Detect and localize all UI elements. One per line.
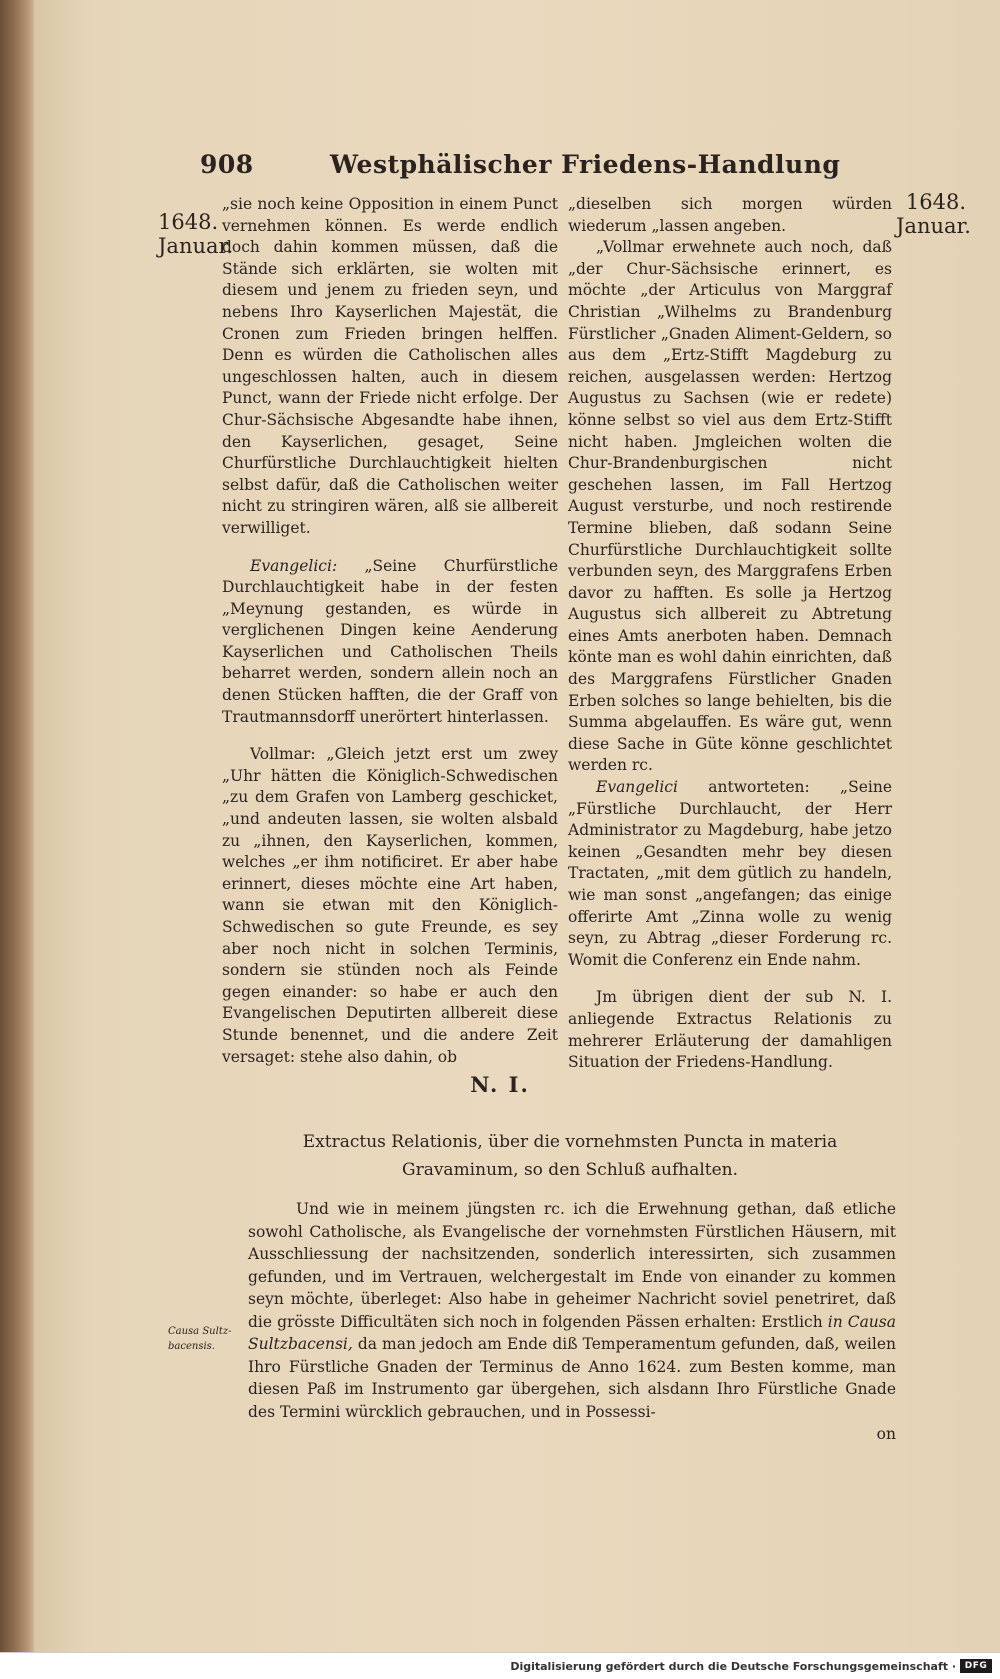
left-paragraph-2: Evangelici: „Seine Churfürstliche Durchlauchtigkeit habe in der festen „Meynung gestanden, es würde in verglichenen Dingen keine Aenderung Kayserlichen und Catholischen Theils beharret werden, sondern allein noch an denen Stücken hafften, die der Graff von Trautmannsdorff unerörtert hinterlassen. xyxy=(222,556,558,726)
extract-body xyxy=(248,1198,896,1446)
page-title: Westphälischer Friedens-Handlung xyxy=(330,150,841,179)
left-column xyxy=(222,194,558,1068)
catchword: on xyxy=(876,1425,896,1443)
right-paragraph-1: „dieselben sich morgen würden wiederum „lassen angeben. xyxy=(568,195,892,235)
footer-bar xyxy=(0,1652,1000,1679)
left-paragraph-1: „sie noch keine Opposition in einem Punct vernehmen können. Es werde endlich doch dahin kommen müssen, daß die Stände sich erklärten, sie wolten mit diesem und jenem zu frieden seyn, und nebens Ihro Kayserlichen Majestät, die Cronen zum Frieden bringen helffen. Denn es würden die Catholischen alles ungeschlossen halten, auch in diesem Punct, wann der Friede nicht erfolge. Der Chur-Sächsische Abgesandte habe ihnen, den Kayserlichen, gesaget, Seine Churfürstliche Durchlauchtigkeit hielten selbst dafür, daß die Catholischen weiter nicht zu stringiren wären, alß sie allbereit verwilliget. xyxy=(222,195,558,537)
extract-paragraph: Und wie in meinem jüngsten rc. ich die Erwehnung gethan, daß etliche sowohl Catholische, als Evangelische der vornehmsten Fürstlichen Häusern, mit Ausschliessung der nachsitzenden, sonderlich interessirten, sich zusammen gefunden, und im Vertrauen, welchergestalt im Ende von einander zu kommen seyn möchte, überleget: Also habe in geheimer Nachricht soviel penetriret, daß die grösste Difficultäten sich noch in folgenden Pässen erhalten: Erstlich in Causa Sultzbacensi, da man jedoch am Ende diß Temperamentum gefunden, daß, weilen Ihro Fürstliche Gnaden der Terminus de Anno 1624. zum Besten komme, man diesen Paß im Instrumento gar übergehen, sich alsdann Ihro Fürstliche Gnade des Termini würcklich gebrauchen, und in Possessi- xyxy=(248,1200,896,1421)
margin-month-right: Januar. xyxy=(896,214,971,238)
evangelici-label: Evangelici: xyxy=(250,556,338,575)
running-header xyxy=(200,150,841,190)
right-paragraph-3: Evangelici antworteten: „Seine „Fürstliche Durchlaucht, der Herr Administrator zu Magdeburg, habe jetzo keinen „Gesandten mehr bey diesen Tractaten, „mit dem gütlich zu handeln, wie man sonst „angefangen; das einige offerirte Amt „Zinna wolle zu wenig seyn, zu Abtrag „dieser Forderung rc. Womit die Conferenz ein Ende nahm. xyxy=(568,778,892,969)
evangelici-label-right: Evangelici xyxy=(596,778,678,797)
margin-date-right xyxy=(896,190,971,238)
right-column xyxy=(568,194,892,1074)
margin-year-right: 1648. xyxy=(905,190,966,214)
margin-side-note: Causa Sultz-bacensis. xyxy=(168,1326,232,1352)
margin-year-left: 1648. xyxy=(158,210,219,234)
page-number: 908 xyxy=(200,150,254,179)
footer-credit: Digitalisierung gefördert durch die Deutsche Forschungsgemeinschaft · xyxy=(510,1660,956,1673)
section-heading: N. I. xyxy=(470,1072,530,1097)
right-paragraph-2: „Vollmar erwehnete auch noch, daß „der Chur-Sächsische erinnert, es möchte „der Articulus von Marggraf Christian „Wilhelms zu Brandenburg Fürstlicher „Gnaden Aliment-Geldern, so aus dem „Ertz-Stifft Magdeburg zu reichen, ausgelassen werden: Hertzog Augustus zu Sachsen (wie er redete) könne selbst so viel aus dem Ertz-Stifft nicht haben. Jmgleichen wolten die Chur-Brandenburgischen nicht geschehen lassen, im Fall Hertzog August versturbe, und noch restirende Termine blieben, daß sodann Seine Churfürstliche Durchlauchtigkeit sollte verbunden seyn, des Marggrafens Erben davor zu hafften. Es solle ja Hertzog Augustus sich allbereit zu Abtretung eines Amts anerboten haben. Demnach könte man es wohl dahin einrichten, daß des Marggrafens Fürstlicher Gnaden Erben solches so lange behielten, bis die Summa abgelauffen. Es wäre gut, wenn diese Sache in Güte könne geschlichtet werden rc. xyxy=(568,238,892,775)
book-spine xyxy=(0,0,34,1652)
causa-italic: in Causa Sultzbacensi, xyxy=(248,1312,896,1353)
left-paragraph-3: Vollmar: „Gleich jetzt erst um zwey „Uhr hätten die Königlich-Schwedischen „zu dem Grafen von Lamberg geschicket, „und andeuten lassen, sie wolten alsbald zu „ihnen, den Kayserlichen, kommen, welches „er ihm notificiret. Er aber habe erinnert, dieses möchte eine Art haben, wann sie etwan mit den Königlich-Schwedischen so gute Freunde, es sey aber noch nicht in solchen Terminis, sondern sie stünden noch als Feinde gegen einander: so habe er auch den Evangelischen Deputirten allbereit diese Stunde benennet, und die andere Zeit versaget: stehe also dahin, ob xyxy=(222,745,558,1066)
margin-month-left: Januar. xyxy=(158,234,233,258)
dfg-logo: DFG xyxy=(960,1659,992,1673)
section-subheading: Extractus Relationis, über die vornehmsten Puncta in materia Gravaminum, so den Schluß aufhalten. xyxy=(302,1132,838,1180)
right-paragraph-4: Jm übrigen dient der sub N. I. anliegende Extractus Relationis zu mehrerer Erläuterung der damahligen Situation der Friedens-Handlung. xyxy=(568,988,892,1072)
